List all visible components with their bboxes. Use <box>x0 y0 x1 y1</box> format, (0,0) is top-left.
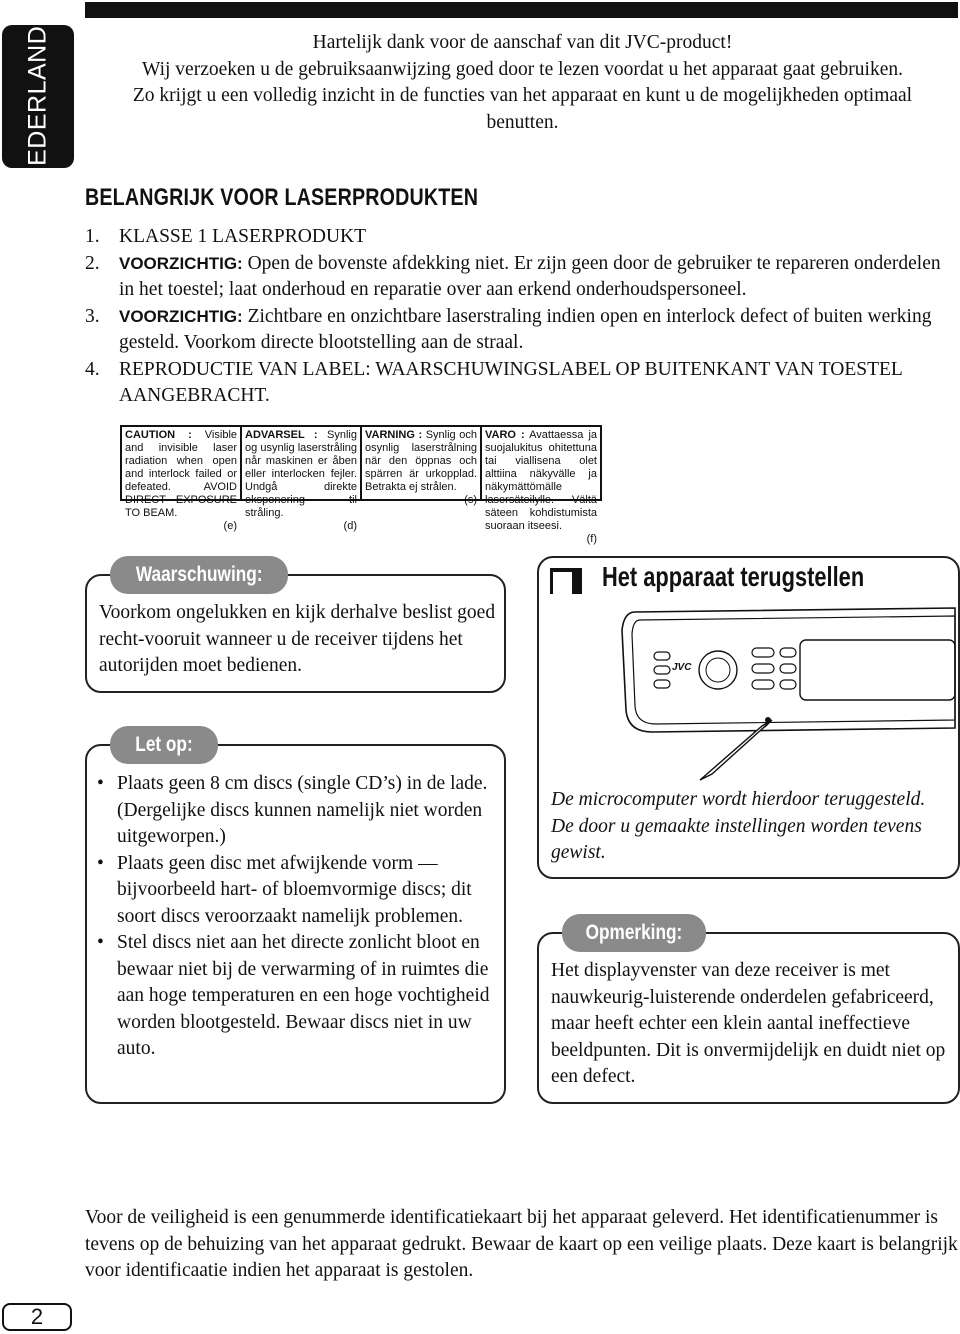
label-tag: (d) <box>343 520 357 532</box>
label-text: Synlig og usynlig laserstråling når maskinen er åben eller interlocken fejler. Undgå direkte eksponering til stråling. <box>245 429 357 519</box>
item-text: Open de bovenste afdekking niet. Er zijn geen door de gebruiker te repareren onderdelen in het toestel; laat onderhoud en reparatie over aan erkend onderhoudspersoneel. <box>119 252 941 300</box>
label-title: VARNING : <box>365 429 423 441</box>
item-text: REPRODUCTIE VAN LABEL: WAARSCHUWINGSLABEL OP BUITENKANT VAN TOESTEL AANGEBRACHT. <box>119 358 903 406</box>
laser-heading: BELANGRIJK VOOR LASERPRODUKTEN <box>85 184 479 211</box>
laser-item-2 <box>85 251 960 304</box>
warning-pill <box>110 556 288 594</box>
label-text: Avattaessa ja suojalukitus ohitettuna tai viallisena olet alttiina näkyvälle ja näkymättömälle lasersäteilylle. Vältä säteen kohdistumista suoraan itseesi. <box>485 429 598 532</box>
page-number: 2 <box>2 1303 72 1331</box>
receiver-illustration <box>540 600 955 780</box>
item-number: 2. <box>85 252 100 274</box>
laser-item-3 <box>85 304 960 357</box>
label-title: CAUTION : <box>125 429 192 441</box>
intro-line: Hartelijk dank voor de aanschaf van dit JVC-product! <box>312 32 733 53</box>
intro-line: Zo krijgt u een volledig inzicht in de functies van het apparaat en kunt u de mogelijkheden optimaal <box>132 85 913 106</box>
footer-paragraph: Voor de veiligheid is een genummerde identificatiekaart bij het apparaat geleverd. Het identificatienummer is tevens op de behuizing van het apparaat gedrukt. Bewaar de kaart op een veilige plaats. Deze kaart is belangrijk voor identificaatie indien het apparaat is gestolen. <box>85 1207 958 1281</box>
item-text: Zichtbare en onzichtbare laserstraling indien open en interlock defect of buiten werking gesteld. Voorkom directe blootstelling aan de straal. <box>119 305 932 353</box>
label-text: Visible and invisible laser radiation when open and interlock failed or defeated. AVOID DIRECT EXPOSURE TO BEAM. <box>125 429 238 519</box>
section-marker-icon <box>550 568 582 594</box>
note-pill-label: Opmerking: <box>585 921 683 944</box>
label-tag: (e) <box>223 520 237 532</box>
caution-label: VOORZICHTIG: <box>119 306 243 326</box>
label-text: Synlig och osynlig laserstrålning när den öppnas och spärren är urkopplad. Betrakta ej strålen. <box>365 429 477 493</box>
item-number: 3. <box>85 305 100 327</box>
warning-label-en <box>122 427 242 532</box>
label-tag: (f) <box>586 533 597 545</box>
list-item: • Stel discs niet aan het directe zonlicht bloot en bewaar niet bij de verwarming of in ruimtes die aan hoge temperaturen en een hoge vochtigheid worden blootgesteld. Bewaar discs niet in uw auto. <box>97 930 499 1063</box>
warning-label-fi <box>482 427 600 545</box>
warning-label-da <box>242 427 362 532</box>
note-text: Het displayvenster van deze receiver is met nauwkeurig-luisterende onderdelen gefabriceerd, maar heeft echter een klein aantal ineffectieve beeldpunten. Dit is onvermijdelijk en duidt niet op een defect. <box>551 960 946 1087</box>
list-item: • Plaats geen 8 cm discs (single CD’s) in de lade. (Dergelijke discs kunnen namelijk niet worden uitgeworpen.) <box>97 771 499 851</box>
language-tab <box>2 8 74 185</box>
laser-item-1 <box>85 224 960 251</box>
warning-label-sv <box>362 427 482 506</box>
letop-list <box>97 771 499 1063</box>
reset-caption: De microcomputer wordt hierdoor teruggesteld. De door u gemaakte instellingen worden tevens gewist. <box>551 789 926 863</box>
label-title: ADVARSEL : <box>245 429 318 441</box>
warning-label-image <box>120 425 602 545</box>
warning-pill-label: Waarschuwing: <box>135 563 263 586</box>
top-rule <box>85 2 958 18</box>
letop-pill <box>110 726 218 764</box>
item-number: 4. <box>85 358 100 380</box>
intro-line: benutten. <box>486 111 559 133</box>
intro-line: Wij verzoeken u de gebruiksaanwijzing goed door te lezen voordat u het apparaat gaat gebruiken. <box>141 58 904 80</box>
note-pill <box>562 914 706 952</box>
laser-list <box>85 224 960 410</box>
brand-logo: JVC <box>672 662 692 673</box>
caution-label: VOORZICHTIG: <box>119 253 243 273</box>
letop-pill-label: Let op: <box>135 733 193 756</box>
label-tag: (s) <box>464 494 477 506</box>
language-tab-label: NEDERLANDS <box>23 8 52 185</box>
reset-title: Het apparaat terugstellen <box>602 561 865 592</box>
laser-item-4 <box>85 357 960 410</box>
intro-text <box>85 30 960 136</box>
label-title: VARO : <box>485 429 525 441</box>
item-text: KLASSE 1 LASERPRODUKT <box>119 226 367 247</box>
item-number: 1. <box>85 226 100 247</box>
list-item: • Plaats geen disc met afwijkende vorm —bijvoorbeeld hart- of bloemvormige discs; dit soort discs veroorzaakt namelijk problemen. <box>97 851 499 931</box>
warning-text: Voorkom ongelukken en kijk derhalve beslist goed recht-vooruit wanneer u de receiver tijdens het autorijden moet bedienen. <box>99 602 496 676</box>
